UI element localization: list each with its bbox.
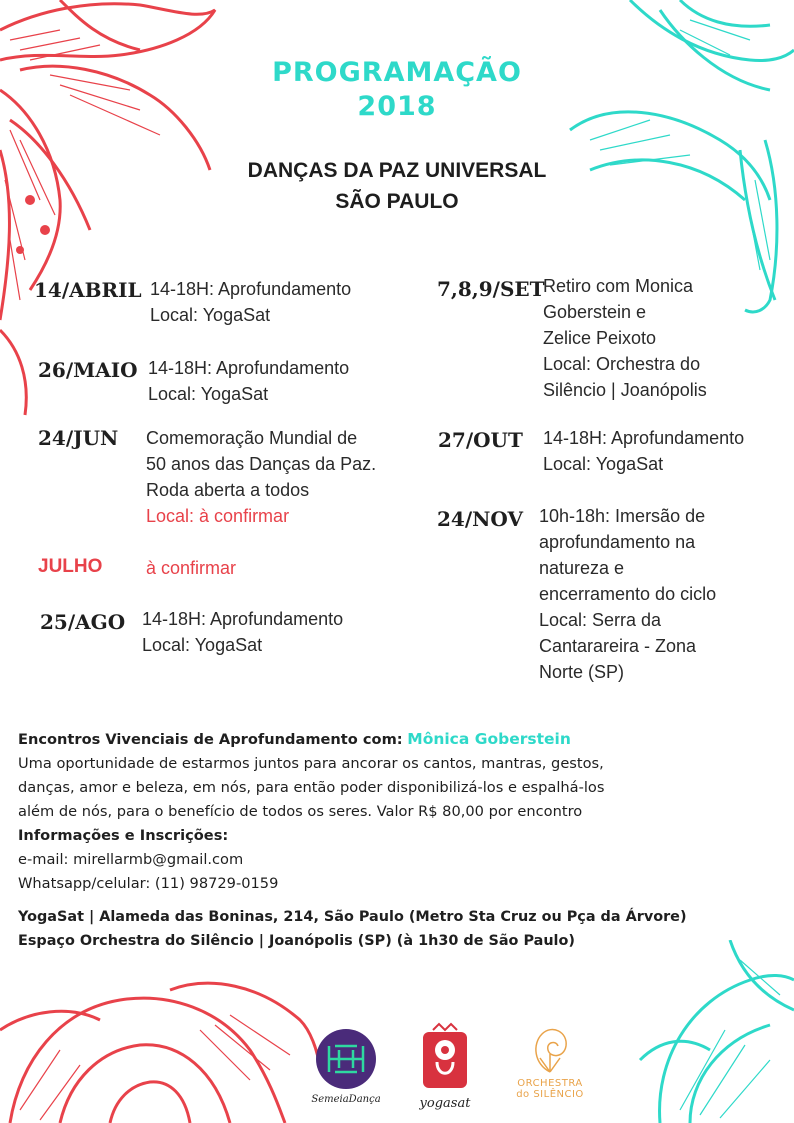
schedule-date: 24/JUN (38, 426, 119, 450)
description-line: aprofundamento na (539, 532, 696, 552)
teal-flower-bottom-right-illustration (630, 940, 794, 1123)
yogasat-ganesha-icon (415, 1022, 475, 1092)
address-line-orchestra: Espaço Orchestra do Silêncio | Joanópolis (SP) (à 1h30 de São Paulo) (18, 933, 575, 949)
contact-heading: Informações e Inscrições: (18, 827, 229, 844)
description-line: Local: YogaSat (150, 305, 271, 325)
description-line: natureza e (539, 558, 625, 578)
yogasat-caption: yogasat (419, 1096, 471, 1111)
subtitle-line-2: SÃO PAULO (335, 190, 459, 213)
schedule-date: 24/NOV (437, 507, 524, 531)
to-confirm-text: à confirmar (146, 558, 237, 578)
page-title (0, 56, 794, 124)
info-body-line: Uma oportunidade de estarmos juntos para ancorar os cantos, mantras, gestos, (18, 755, 604, 772)
orchestra-caption-line-1: ORCHESTRA (517, 1078, 583, 1089)
facilitator-name: Mônica Goberstein (407, 730, 571, 748)
description-line: Cantarareira - Zona (539, 636, 697, 656)
description-line: Roda aberta a todos (146, 480, 310, 500)
description-line: 14-18H: Aprofundamento (148, 358, 350, 378)
schedule-date: 26/MAIO (38, 358, 138, 382)
description-line: Local: YogaSat (142, 635, 263, 655)
schedule-description (146, 425, 376, 529)
description-line: Comemoração Mundial de (146, 428, 358, 448)
description-line: 14-18H: Aprofundamento (150, 279, 352, 299)
address-block (18, 905, 687, 953)
schedule-description (146, 555, 236, 581)
schedule-description (543, 273, 707, 403)
schedule-date: 14/ABRIL (34, 278, 142, 302)
schedule-date: JULHO (38, 556, 103, 577)
description-line: 14-18H: Aprofundamento (543, 428, 745, 448)
semeia-danca-logo (306, 1028, 386, 1105)
schedule-description (543, 425, 744, 477)
orchestra-shell-icon (528, 1024, 572, 1074)
description-line: Local: Serra da (539, 610, 662, 630)
orchestra-do-silencio-logo (510, 1024, 590, 1100)
semeia-danca-caption: SemeiaDança (311, 1094, 381, 1105)
info-section (18, 727, 778, 896)
schedule-date: 27/OUT (438, 428, 523, 452)
description-line: 10h-18h: Imersão de (539, 506, 706, 526)
schedule-description (539, 503, 716, 685)
info-body-line: danças, amor e beleza, em nós, para então poder disponibilizá-los e espalhá-los (18, 779, 605, 796)
subtitle-line-1: DANÇAS DA PAZ UNIVERSAL (247, 159, 547, 182)
contact-email[interactable]: e-mail: mirellarmb@gmail.com (18, 851, 244, 868)
title-line-1: PROGRAMAÇÃO (272, 57, 522, 88)
contact-phone: Whatsapp/celular: (11) 98729-0159 (18, 875, 279, 892)
orchestra-caption-line-2: do SILÊNCIO (516, 1089, 584, 1100)
schedule-description (150, 276, 351, 328)
description-line: Silêncio | Joanópolis (543, 380, 707, 400)
red-flower-bottom-left-illustration (0, 970, 320, 1123)
description-line: Zelice Peixoto (543, 328, 657, 348)
info-body-line: além de nós, para o benefício de todos os seres. Valor R$ 80,00 por encontro (18, 803, 583, 820)
description-line: Goberstein e (543, 302, 647, 322)
description-line: Retiro com Monica (543, 276, 694, 296)
info-heading: Encontros Vivenciais de Aprofundamento com: (18, 731, 403, 748)
semeia-danca-emblem-icon (315, 1028, 377, 1090)
address-line-yogasat: YogaSat | Alameda das Boninas, 214, São Paulo (Metro Sta Cruz ou Pça da Árvore) (18, 909, 687, 925)
schedule-description (148, 355, 349, 407)
description-line: 14-18H: Aprofundamento (142, 609, 344, 629)
description-line: Local: YogaSat (148, 384, 269, 404)
description-line: 50 anos das Danças da Paz. (146, 454, 377, 474)
schedule-date: 25/AGO (40, 610, 126, 634)
description-line: Local: Orchestra do (543, 354, 701, 374)
schedule-date: 7,8,9/SET (437, 277, 545, 301)
description-line: Local: YogaSat (543, 454, 664, 474)
schedule-description (142, 606, 343, 658)
page-subtitle (0, 155, 794, 217)
title-line-2: 2018 (357, 91, 437, 122)
description-line: encerramento do ciclo (539, 584, 717, 604)
yogasat-logo (400, 1022, 490, 1111)
description-line: Norte (SP) (539, 662, 625, 682)
location-to-confirm: Local: à confirmar (146, 506, 290, 526)
